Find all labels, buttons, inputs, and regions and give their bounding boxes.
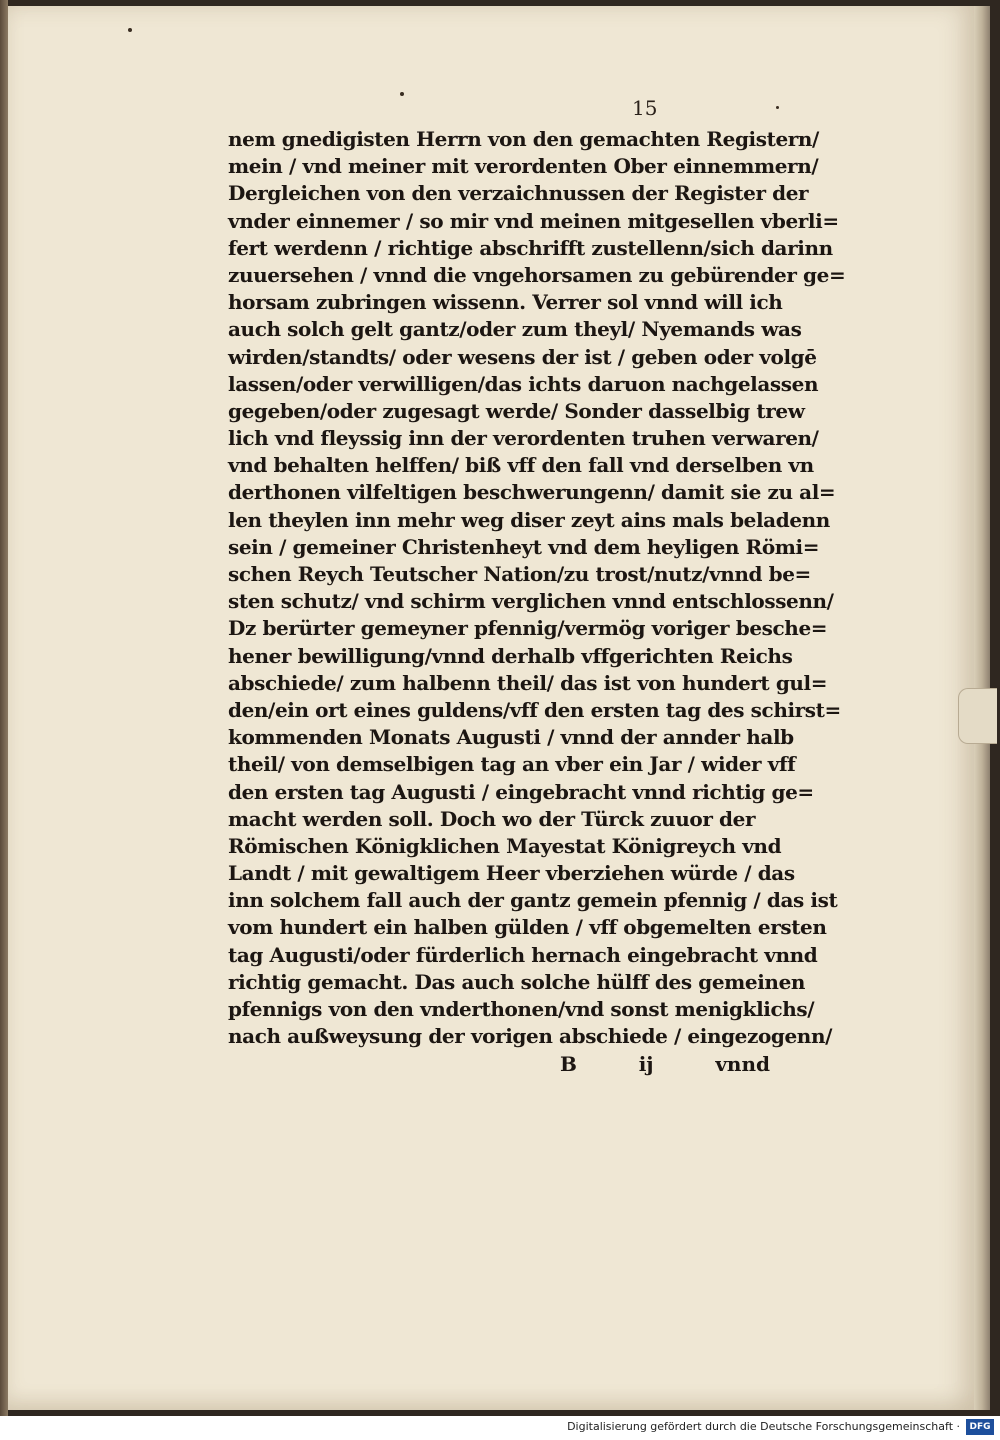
digitization-footer bbox=[0, 1416, 1000, 1440]
signature-mark: B bbox=[560, 1052, 577, 1076]
text-line: abschiede/ zum halbenn theil/ das ist von hundert gul= bbox=[228, 670, 828, 695]
text-line: vnder einnemer / so mir vnd meinen mitgesellen vberli= bbox=[228, 208, 839, 233]
text-line: hener bewilligung/vnnd derhalb vffgerichten Reichs bbox=[228, 643, 793, 668]
text-line: auch solch gelt gantz/oder zum theyl/ Nyemands was bbox=[228, 317, 802, 342]
text-line: Römischen Königklichen Mayestat Königreych vnd bbox=[228, 833, 782, 858]
folio-number: 15 bbox=[632, 96, 658, 120]
text-line: sein / gemeiner Christenheyt vnd dem heyligen Römi= bbox=[228, 534, 820, 559]
text-line: horsam zubringen wissenn. Verrer sol vnnd will ich bbox=[228, 290, 783, 315]
text-line: den ersten tag Augusti / eingebracht vnnd richtig ge= bbox=[228, 779, 814, 804]
signature-line bbox=[560, 1052, 770, 1076]
text-line: schen Reych Teutscher Nation/zu trost/nutz/vnnd be= bbox=[228, 562, 811, 586]
text-line: tag Augusti/oder fürderlich hernach eingebracht vnnd bbox=[228, 942, 818, 967]
text-line: nach außweysung der vorigen abschiede / eingezogenn/ bbox=[228, 1024, 832, 1049]
text-line: inn solchem fall auch der gantz gemein pfennig / das ist bbox=[228, 888, 838, 913]
ink-speck bbox=[128, 28, 132, 32]
funding-credit: Digitalisierung gefördert durch die Deutsche Forschungsgemeinschaft · bbox=[567, 1420, 960, 1433]
body-text bbox=[228, 126, 846, 1050]
text-line: gegeben/oder zugesagt werde/ Sonder dasselbig trew bbox=[228, 398, 805, 423]
text-line: derthonen vilfeltigen beschwerungenn/ damit sie zu al= bbox=[228, 480, 836, 505]
book-gutter-edge bbox=[0, 0, 8, 1440]
text-line: sten schutz/ vnd schirm verglichen vnnd entschlossenn/ bbox=[228, 589, 834, 614]
text-line: zuuersehen / vnnd die vngehorsamen zu gebürender ge= bbox=[228, 262, 846, 287]
text-line: lassen/oder verwilligen/das ichts daruon nachgelassen bbox=[228, 371, 819, 396]
text-line: fert werdenn / richtige abschrifft zustellenn/sich darinn bbox=[228, 235, 833, 260]
ink-speck bbox=[776, 106, 779, 109]
ink-speck bbox=[400, 92, 404, 96]
text-line: mein / vnd meiner mit verordenten Ober einnemmern/ bbox=[228, 154, 819, 179]
text-line: macht werden soll. Doch wo der Türck zuuor der bbox=[228, 806, 756, 831]
text-line: pfennigs von den vnderthonen/vnd sonst menigklichs/ bbox=[228, 997, 815, 1021]
dfg-logo-icon: DFG bbox=[966, 1419, 994, 1435]
text-line: len theylen inn mehr weg diser zeyt ains mals beladenn bbox=[228, 507, 830, 532]
text-line: vom hundert ein halben gülden / vff obgemelten ersten bbox=[228, 915, 827, 940]
text-line: vnd behalten helffen/ biß vff den fall vnd derselben vn bbox=[228, 453, 814, 478]
text-line: theil/ von demselbigen tag an vber ein Jar / wider vff bbox=[228, 752, 796, 777]
text-line: Landt / mit gewaltigem Heer vberziehen würde / das bbox=[228, 861, 795, 886]
text-line: nem gnedigisten Herrn von den gemachten Registern/ bbox=[228, 127, 819, 151]
text-line: Dz berürter gemeyner pfennig/vermög voriger besche= bbox=[228, 616, 828, 641]
text-line: den/ein ort eines guldens/vff den ersten tag des schirst= bbox=[228, 697, 841, 722]
page-tab-notch bbox=[958, 688, 997, 744]
signature-number: ij bbox=[638, 1052, 654, 1076]
text-line: Dergleichen von den verzaichnussen der Register der bbox=[228, 181, 809, 206]
text-line: richtig gemacht. Das auch solche hülff des gemeinen bbox=[228, 969, 806, 994]
catchword: vnnd bbox=[715, 1052, 770, 1076]
text-line: lich vnd fleyssig inn der verordenten truhen verwaren/ bbox=[228, 426, 819, 451]
text-line: kommenden Monats Augusti / vnnd der annder halb bbox=[228, 725, 794, 750]
text-line: wirden/standts/ oder wesens der ist / geben oder volgē bbox=[228, 344, 817, 369]
